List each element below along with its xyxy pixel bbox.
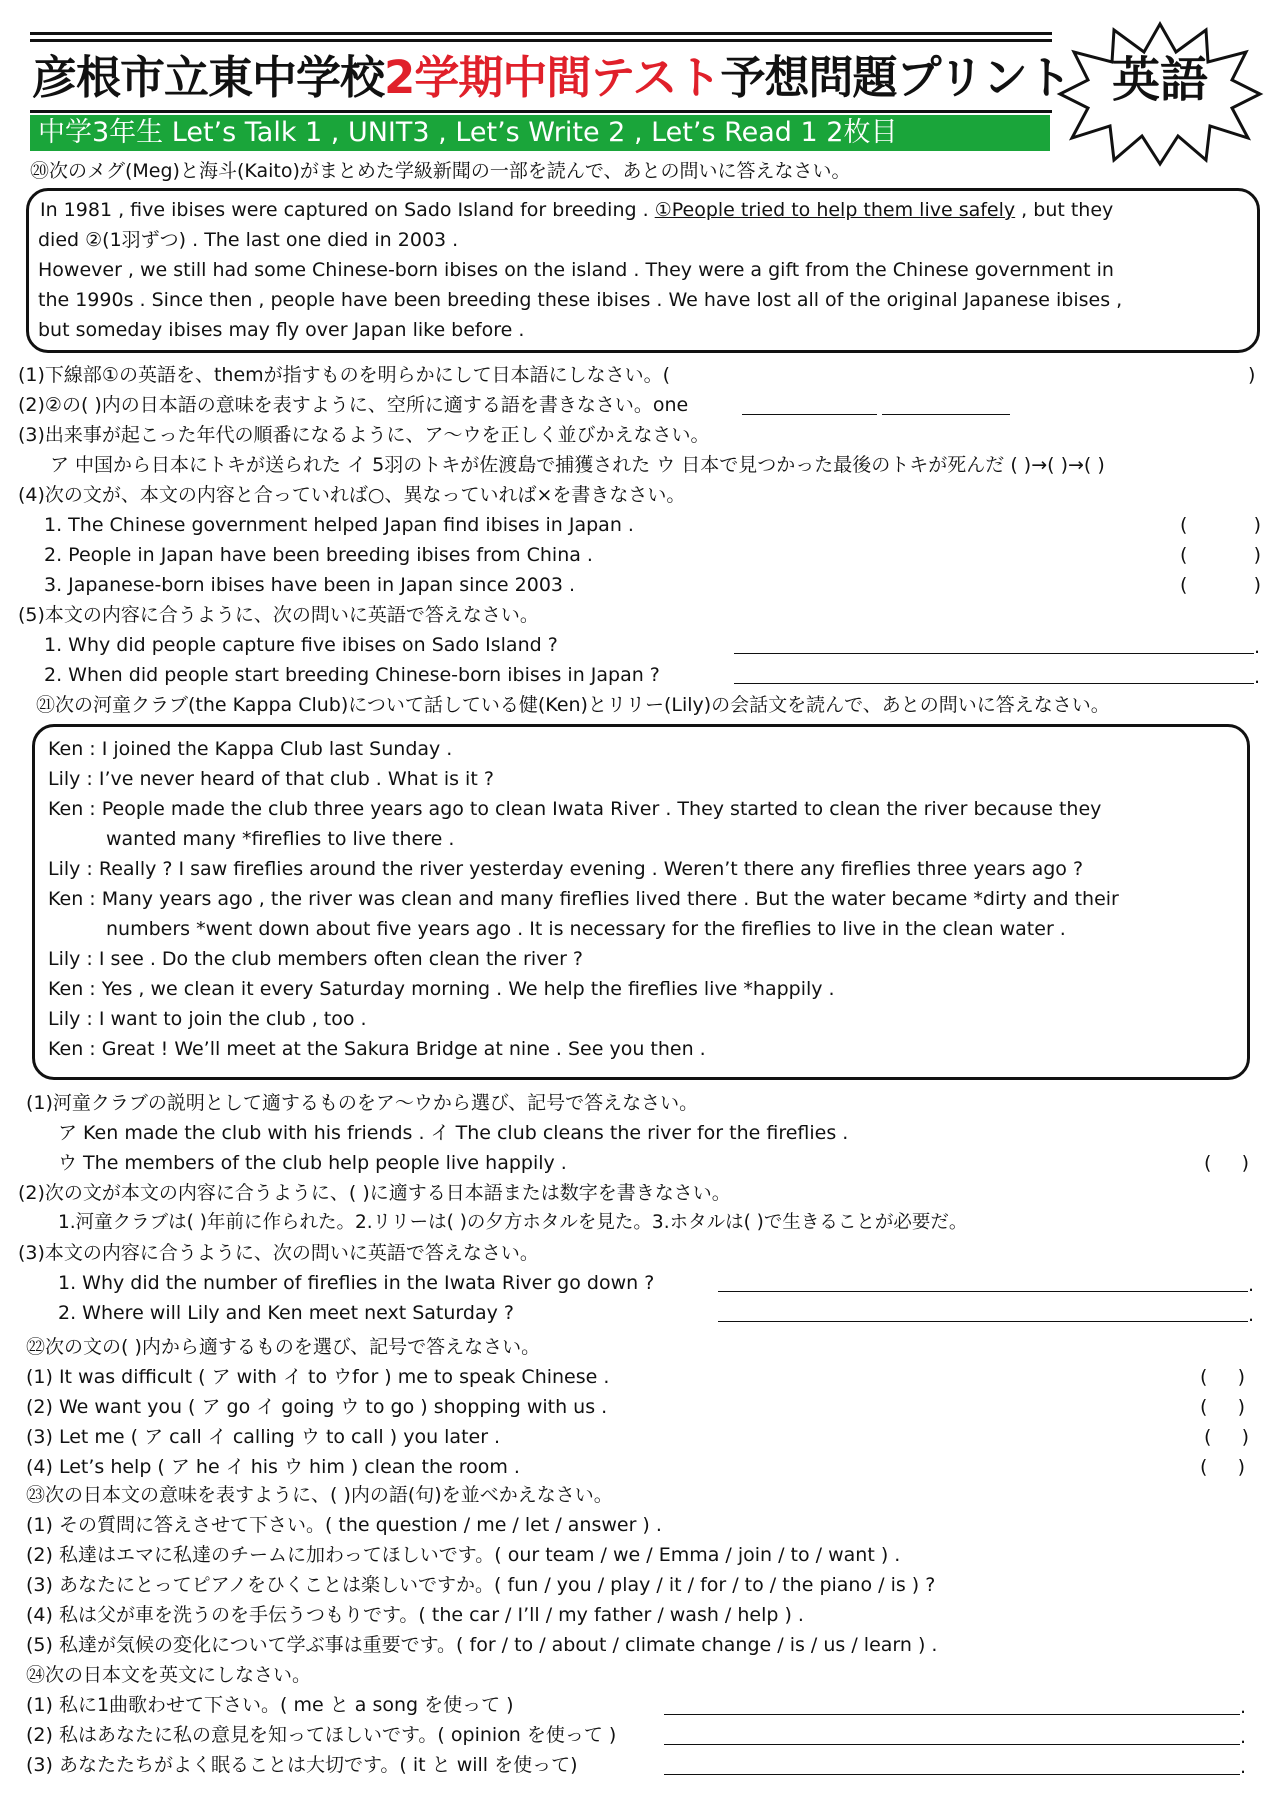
q20-sub4: (4)次の文が、本文の内容と合っていれば○、異なっていれば×を書きなさい。 bbox=[18, 484, 686, 506]
q20-sub2: (2)②の( )内の日本語の意味を表すように、空所に適する語を書きなさい。one bbox=[18, 394, 689, 416]
q20-passage-line-2: died ②(1羽ずつ) . The last one died in 2003 . bbox=[38, 229, 459, 251]
q21-sub2: (2)次の文が本文の内容に合うように、( )に適する日本語または数字を書きなさい。 bbox=[18, 1182, 731, 1204]
header-bottom-rule bbox=[30, 110, 1052, 113]
q22-answer-4[interactable]: ( ) bbox=[1200, 1456, 1246, 1478]
q20-passage-line-1: In 1981 , five ibises were captured on Sado Island for breeding . ①People tried to help them live safely , but they bbox=[40, 199, 1114, 221]
q20-sub5: (5)本文の内容に合うように、次の問いに英語で答えなさい。 bbox=[18, 604, 539, 626]
q21-dialogue-3: Ken : People made the club three years ago to clean Iwata River . They started to clean the river because they bbox=[48, 798, 1102, 820]
q20-sub1-close: ) bbox=[1248, 364, 1256, 386]
q24-answer-line-1[interactable] bbox=[664, 1714, 1240, 1715]
q24-answer-line-3[interactable] bbox=[664, 1774, 1240, 1775]
q23-item-2: (2) 私達はエマに私達のチームに加わってほしいです。( our team / we / Emma / join / to / want ) . bbox=[26, 1544, 901, 1566]
q20-sub2-blank-1[interactable] bbox=[742, 414, 877, 415]
q20-sub5-item-1: 1. Why did people capture five ibises on Sado Island ? bbox=[44, 634, 558, 656]
q21-dialogue-6: Lily : I see . Do the club members often clean the river ? bbox=[48, 948, 584, 970]
period-2: . bbox=[1254, 666, 1261, 688]
q21-dialogue-9: Ken : Great ! We’ll meet at the Sakura Bridge at nine . See you then . bbox=[48, 1038, 706, 1060]
q21-sub3-item-1: 1. Why did the number of fireflies in the Iwata River go down ? bbox=[58, 1272, 655, 1294]
period-4: . bbox=[1248, 1304, 1255, 1326]
q20-sub4-answer-2[interactable]: ( ) bbox=[1180, 544, 1268, 566]
q21-sub3-answer-line-2[interactable] bbox=[718, 1321, 1248, 1322]
period-5: . bbox=[1240, 1696, 1247, 1718]
q23-item-3: (3) あなたにとってピアノをひくことは楽しいですか。( fun / you / play / it / for / to / the piano / is ) ? bbox=[26, 1574, 936, 1596]
q23-item-4: (4) 私は父が車を洗うのを手伝うつもりです。( the car / I’ll / my father / wash / help ) . bbox=[26, 1604, 804, 1626]
subtitle-bar: 中学3年生 Let’s Talk 1 , UNIT3 , Let’s Write 2 , Let’s Read 1 2枚目 bbox=[30, 115, 1050, 151]
q21-dialogue-1: Ken : I joined the Kappa Club last Sunday . bbox=[48, 738, 453, 760]
q23-item-1: (1) その質問に答えさせて下さい。( the question / me / let / answer ) . bbox=[26, 1514, 662, 1536]
q24-item-1: (1) 私に1曲歌わせて下さい。( me と a song を使って ) bbox=[26, 1694, 514, 1716]
q20-sub4-item-1: 1. The Chinese government helped Japan find ibises in Japan . bbox=[44, 514, 634, 536]
q20-passage-line-5: but someday ibises may fly over Japan like before . bbox=[38, 319, 525, 341]
q20-sub4-item-3: 3. Japanese-born ibises have been in Japan since 2003 . bbox=[44, 574, 576, 596]
period-7: . bbox=[1240, 1756, 1247, 1778]
q22-answer-3[interactable]: ( ) bbox=[1204, 1426, 1250, 1448]
q20-sub2-blank-2[interactable] bbox=[882, 414, 1010, 415]
q21-sub1-options-a: ア Ken made the club with his friends . イ The club cleans the river for the fireflies . bbox=[58, 1122, 849, 1144]
period-1: . bbox=[1254, 636, 1261, 658]
q22-instruction: ㉒次の文の( )内から適するものを選び、記号で答えなさい。 bbox=[26, 1336, 541, 1358]
q21-dialogue-5b: numbers *went down about five years ago . It is necessary for the fireflies to live in the clean water . bbox=[106, 918, 1066, 940]
q24-item-3: (3) あなたたちがよく眠ることは大切です。( it と will を使って) bbox=[26, 1754, 578, 1776]
subject-badge: 英語 bbox=[1111, 52, 1208, 108]
q21-dialogue-7: Ken : Yes , we clean it every Saturday morning . We help the fireflies live *happily . bbox=[48, 978, 835, 1000]
q20-passage-line-4: the 1990s . Since then , people have been breeding these ibises . We have lost all of the original Japanese ibises , bbox=[38, 289, 1123, 311]
underlined-phrase-1: ①People tried to help them live safely bbox=[654, 199, 1016, 221]
page-title: 彦根市立東中学校2学期中間テスト予想問題プリント bbox=[32, 51, 1071, 104]
q20-sub5-answer-line-1[interactable] bbox=[734, 653, 1254, 654]
q21-dialogue-4: Lily : Really ? I saw fireflies around the river yesterday evening . Weren’t there any fireflies three years ago ? bbox=[48, 858, 1084, 880]
q21-dialogue-5: Ken : Many years ago , the river was clean and many fireflies lived there . But the water became *dirty and their bbox=[48, 888, 1119, 910]
q21-sub3: (3)本文の内容に合うように、次の問いに英語で答えなさい。 bbox=[18, 1242, 539, 1264]
q22-item-1: (1) It was difficult ( ア with イ to ウfor ) me to speak Chinese . bbox=[26, 1366, 610, 1388]
q23-instruction: ㉓次の日本文の意味を表すように、( )内の語(句)を並べかえなさい。 bbox=[26, 1484, 613, 1506]
q20-sub4-answer-1[interactable]: ( ) bbox=[1180, 514, 1268, 536]
q22-item-4: (4) Let’s help ( ア he イ his ウ him ) clean the room . bbox=[26, 1456, 520, 1478]
q20-passage-line-3: However , we still had some Chinese-born ibises on the island . They were a gift from the Chinese government in bbox=[38, 259, 1114, 281]
q24-answer-line-2[interactable] bbox=[664, 1744, 1240, 1745]
q23-item-5: (5) 私達が気候の変化について学ぶ事は重要です。( for / to / about / climate change / is / us / learn ) . bbox=[26, 1634, 938, 1656]
q21-sub3-item-2: 2. Where will Lily and Ken meet next Saturday ? bbox=[58, 1302, 514, 1324]
header-top-rule bbox=[30, 32, 1052, 35]
q21-dialogue-8: Lily : I want to join the club , too . bbox=[48, 1008, 367, 1030]
header-top-rule-2 bbox=[30, 39, 1052, 42]
q24-instruction: ㉔次の日本文を英文にしなさい。 bbox=[26, 1664, 312, 1686]
q21-sub1: (1)河童クラブの説明として適するものをア～ウから選び、記号で答えなさい。 bbox=[26, 1092, 699, 1114]
q20-sub5-item-2: 2. When did people start breeding Chinese-born ibises in Japan ? bbox=[44, 664, 660, 686]
q22-answer-2[interactable]: ( ) bbox=[1200, 1396, 1246, 1418]
q21-sub3-answer-line-1[interactable] bbox=[718, 1291, 1248, 1292]
q21-dialogue-3b: wanted many *fireflies to live there . bbox=[106, 828, 455, 850]
q21-sub2-items: 1.河童クラブは( )年前に作られた。2.リリーは( )の夕方ホタルを見た。3.ホタルは( )で生きることが必要だ。 bbox=[58, 1212, 968, 1233]
q20-sub4-answer-3[interactable]: ( ) bbox=[1180, 574, 1268, 596]
q21-dialogue-2: Lily : I’ve never heard of that club . What is it ? bbox=[48, 768, 494, 790]
q24-item-2: (2) 私はあなたに私の意見を知ってほしいです。( opinion を使って ) bbox=[26, 1724, 617, 1746]
q22-answer-1[interactable]: ( ) bbox=[1200, 1366, 1246, 1388]
q21-instruction: ㉑次の河童クラブ(the Kappa Club)について話している健(Ken)とリリー(Lily)の会話文を読んで、あとの問いに答えなさい。 bbox=[36, 694, 1110, 716]
q22-item-3: (3) Let me ( ア call イ calling ウ to call ) you later . bbox=[26, 1426, 501, 1448]
q20-sub3-options: ア 中国から日本にトキが送られた イ 5羽のトキが佐渡島で捕獲された ウ 日本で見つかった最後のトキが死んだ ( )→( )→( ) bbox=[50, 454, 1105, 476]
q20-sub1: (1)下線部①の英語を、themが指すものを明らかにして日本語にしなさい。( bbox=[18, 364, 671, 386]
q20-instruction: ⑳次のメグ(Meg)と海斗(Kaito)がまとめた学級新聞の一部を読んで、あとの問いに答えなさい。 bbox=[30, 160, 851, 182]
q21-sub1-options-b: ウ The members of the club help people live happily . bbox=[58, 1152, 567, 1174]
q20-sub4-item-2: 2. People in Japan have been breeding ibises from China . bbox=[44, 544, 593, 566]
q21-sub1-answer[interactable]: ( ) bbox=[1204, 1152, 1250, 1174]
q20-sub5-answer-line-2[interactable] bbox=[734, 683, 1254, 684]
period-6: . bbox=[1240, 1726, 1247, 1748]
q20-sub3: (3)出来事が起こった年代の順番になるように、ア～ウを正しく並びかえなさい。 bbox=[18, 424, 710, 446]
q22-item-2: (2) We want you ( ア go イ going ウ to go ) shopping with us . bbox=[26, 1396, 608, 1418]
period-3: . bbox=[1248, 1274, 1255, 1296]
